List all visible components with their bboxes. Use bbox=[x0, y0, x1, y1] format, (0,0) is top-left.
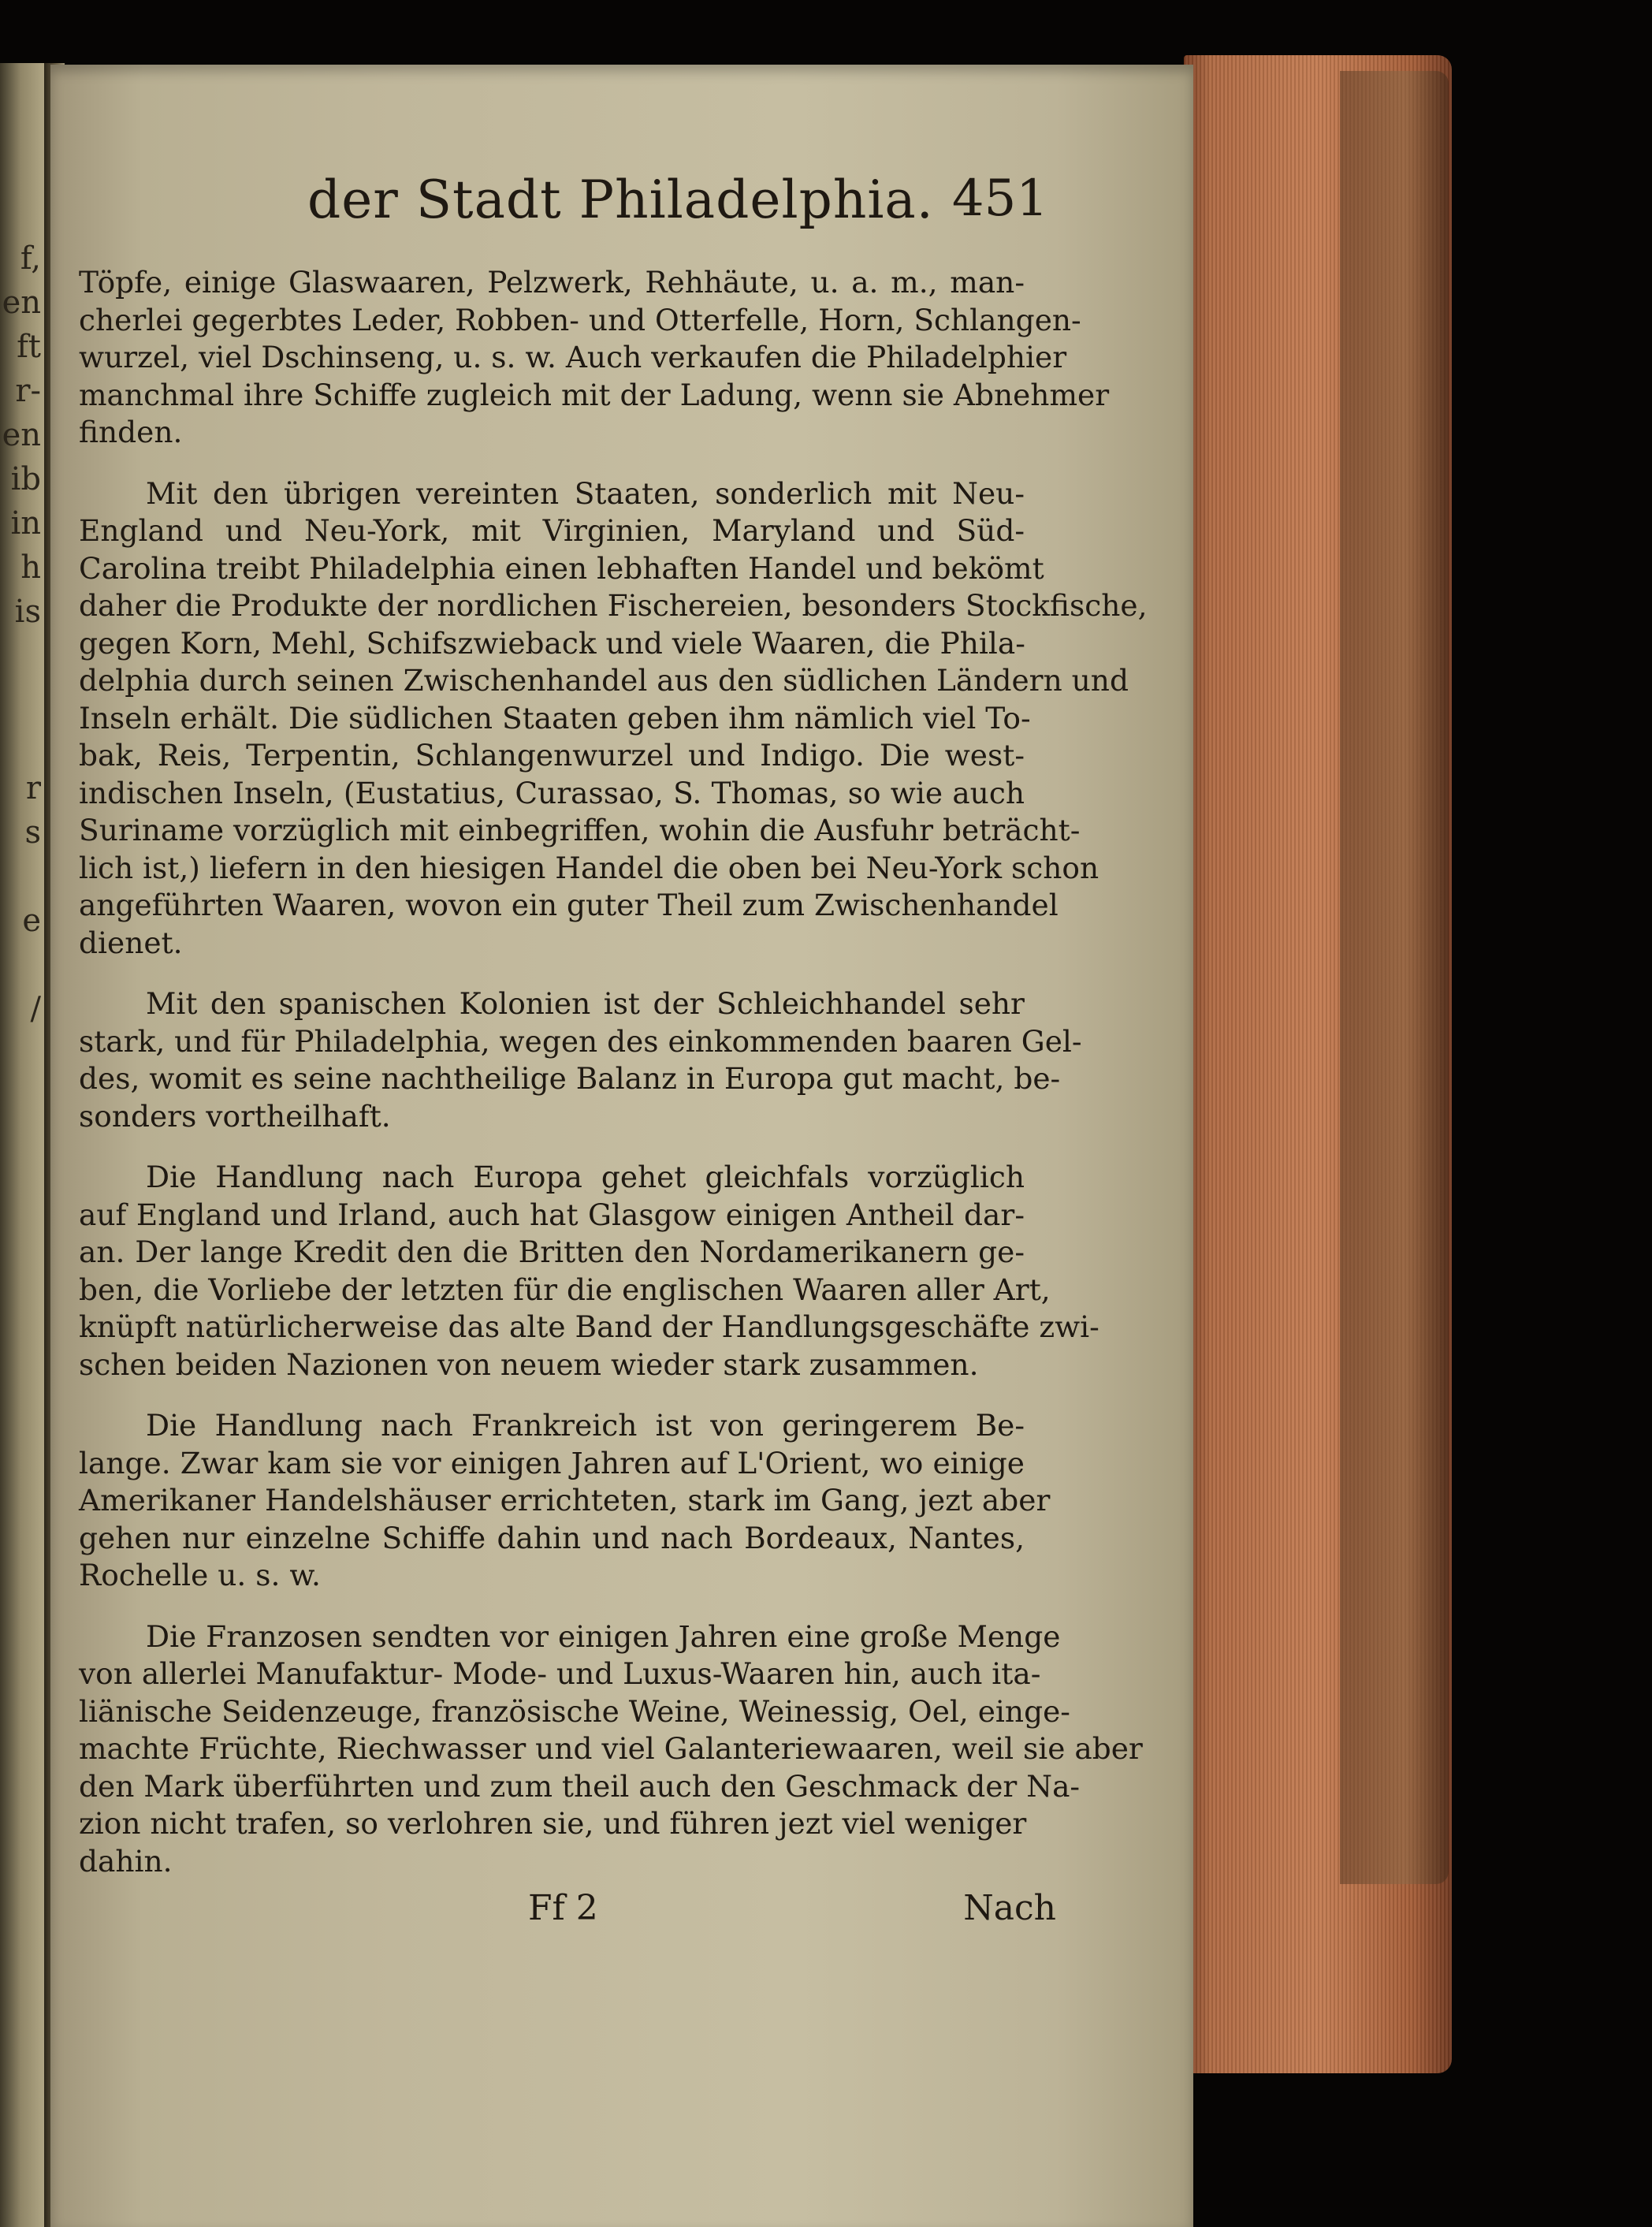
text-line: indischen Inseln, (Eustatius, Curassao, S. Thomas, so wie auch bbox=[79, 775, 1025, 810]
left-fragment: en bbox=[2, 285, 41, 321]
text-line: delphia durch seinen Zwischenhandel aus den südlichen Ländern und bbox=[79, 663, 1129, 698]
text-line: ben, die Vorliebe der letzten für die englischen Waaren aller Art, bbox=[79, 1272, 1051, 1307]
text-line: Töpfe, einige Glaswaaren, Pelzwerk, Rehhäute, u. a. m., man- bbox=[79, 265, 1025, 300]
text-line: lich ist,) liefern in den hiesigen Handel die oben bei Neu-York schon bbox=[79, 850, 1099, 885]
left-fragment bbox=[0, 1384, 44, 1428]
left-fragment bbox=[0, 1075, 44, 1119]
left-fragment: en bbox=[2, 417, 41, 453]
left-fragment: s bbox=[24, 814, 41, 851]
left-fragment: h bbox=[20, 549, 41, 586]
text-line: Die Franzosen sendten vor einigen Jahren eine große Menge bbox=[146, 1618, 1061, 1654]
paragraph bbox=[79, 1159, 1099, 1383]
left-fragment bbox=[0, 1473, 44, 1517]
paragraph bbox=[79, 264, 1110, 452]
text-line: gehen nur einzelne Schiffe dahin und nach Bordeaux, Nantes, bbox=[79, 1520, 1025, 1555]
left-fragment: e bbox=[22, 903, 41, 939]
left-fragment bbox=[0, 1031, 44, 1075]
text-line: schen beiden Nazionen von neuem wieder stark zusammen. bbox=[79, 1346, 979, 1382]
text-line: des, womit es seine nachtheilige Balanz in Europa gut macht, be- bbox=[79, 1061, 1061, 1096]
left-fragment bbox=[0, 1119, 44, 1164]
left-fragment bbox=[0, 1208, 44, 1252]
left-fragment: f, bbox=[20, 240, 41, 277]
text-line: an. Der lange Kredit den die Britten den Nordamerikanern ge- bbox=[79, 1235, 1025, 1269]
text-line: lange. Zwar kam sie vor einigen Jahren auf L'Orient, wo einige bbox=[79, 1445, 1025, 1480]
text-line: finden. bbox=[79, 415, 183, 449]
left-fragment bbox=[0, 722, 44, 766]
text-line: liänische Seidenzeuge, französische Weine, Weinessig, Oel, einge- bbox=[79, 1693, 1070, 1729]
text-line: stark, und für Philadelphia, wegen des einkommenden baaren Gel- bbox=[79, 1023, 1082, 1059]
text-line: von allerlei Manufaktur- Mode- und Luxus-Waaren hin, auch ita- bbox=[79, 1656, 1041, 1691]
text-line: den Mark überführten und zum theil auch den Geschmack der Na- bbox=[79, 1768, 1081, 1804]
left-fragment bbox=[0, 855, 44, 899]
paragraph bbox=[79, 1618, 1143, 1881]
text-line: sonders vortheilhaft. bbox=[79, 1098, 391, 1134]
left-fragment bbox=[0, 943, 44, 987]
left-fragment: in bbox=[10, 505, 41, 542]
text-line: angeführten Waaren, wovon ein guter Theil zum Zwischenhandel bbox=[79, 888, 1059, 922]
left-fragment bbox=[0, 1252, 44, 1296]
left-fragment bbox=[0, 1164, 44, 1208]
page-number: 451 bbox=[951, 169, 1048, 228]
left-fragment: r- bbox=[15, 373, 41, 409]
left-fragment: is bbox=[14, 594, 41, 630]
signature-mark: Ff 2 bbox=[528, 1888, 598, 1928]
page-text-block bbox=[79, 169, 1148, 1959]
text-line: Amerikaner Handelshäuser errichteten, stark im Gang, jezt aber bbox=[79, 1483, 1051, 1518]
left-fragment: r bbox=[25, 770, 41, 806]
left-fragment bbox=[0, 1296, 44, 1340]
paragraph bbox=[79, 985, 1082, 1135]
text-line: bak, Reis, Terpentin, Schlangenwurzel und Indigo. Die west- bbox=[79, 738, 1025, 773]
left-fragment: ft bbox=[17, 329, 41, 365]
text-line: Suriname vorzüglich mit einbegriffen, wohin die Ausfuhr beträcht- bbox=[79, 813, 1081, 847]
text-line: dienet. bbox=[79, 925, 183, 960]
left-page-text-fragments bbox=[0, 236, 44, 1605]
text-line: manchmal ihre Schiffe zugleich mit der Ladung, wenn sie Abnehmer bbox=[79, 377, 1110, 412]
text-line: England und Neu-York, mit Virginien, Maryland und Süd- bbox=[79, 513, 1025, 548]
book-cover-edge bbox=[1340, 71, 1449, 1884]
text-line: Rochelle u. s. w. bbox=[79, 1558, 321, 1592]
text-line: Die Handlung nach Frankreich ist von geringerem Be- bbox=[146, 1408, 1025, 1443]
left-fragment bbox=[0, 1428, 44, 1473]
text-line: cherlei gegerbtes Leder, Robben- und Otterfelle, Horn, Schlangen- bbox=[79, 302, 1081, 337]
page-footer bbox=[79, 1888, 1056, 1959]
left-fragment bbox=[0, 1561, 44, 1605]
left-fragment bbox=[0, 1517, 44, 1561]
left-fragment: ib bbox=[10, 461, 41, 497]
body-text bbox=[79, 264, 1148, 1880]
text-line: Mit den übrigen vereinten Staaten, sonderlich mit Neu- bbox=[146, 475, 1025, 511]
running-head-title: der Stadt Philadelphia. bbox=[307, 169, 934, 230]
text-line: Inseln erhält. Die südlichen Staaten geben ihm nämlich viel To- bbox=[79, 700, 1031, 736]
left-fragment: / bbox=[30, 991, 41, 1027]
text-line: zion nicht trafen, so verlohren sie, und führen jezt viel weniger bbox=[79, 1806, 1027, 1841]
paragraph bbox=[79, 475, 1148, 963]
text-line: Carolina treibt Philadelphia einen lebhaften Handel und bekömt bbox=[79, 550, 1044, 586]
paragraph bbox=[79, 1407, 1051, 1595]
text-line: gegen Korn, Mehl, Schifszwieback und viele Waaren, die Phila- bbox=[79, 625, 1025, 661]
text-line: Die Handlung nach Europa gehet gleichfals vorzüglich bbox=[146, 1160, 1025, 1194]
text-line: dahin. bbox=[79, 1843, 173, 1879]
left-fragment bbox=[0, 678, 44, 722]
text-line: auf England und Irland, auch hat Glasgow einigen Antheil dar- bbox=[79, 1197, 1025, 1232]
left-fragment bbox=[0, 634, 44, 678]
catchword: Nach bbox=[963, 1888, 1056, 1928]
text-line: wurzel, viel Dschinseng, u. s. w. Auch verkaufen die Philadelphier bbox=[79, 340, 1067, 374]
text-line: Mit den spanischen Kolonien ist der Schleichhandel sehr bbox=[146, 986, 1025, 1021]
text-line: knüpft natürlicherweise das alte Band der Handlungsgeschäfte zwi- bbox=[79, 1309, 1099, 1344]
text-line: machte Früchte, Riechwasser und viel Galanteriewaaren, weil sie aber bbox=[79, 1731, 1143, 1766]
running-head bbox=[79, 169, 1048, 264]
left-fragment bbox=[0, 1340, 44, 1384]
text-line: daher die Produkte der nordlichen Fischereien, besonders Stockfische, bbox=[79, 588, 1148, 623]
